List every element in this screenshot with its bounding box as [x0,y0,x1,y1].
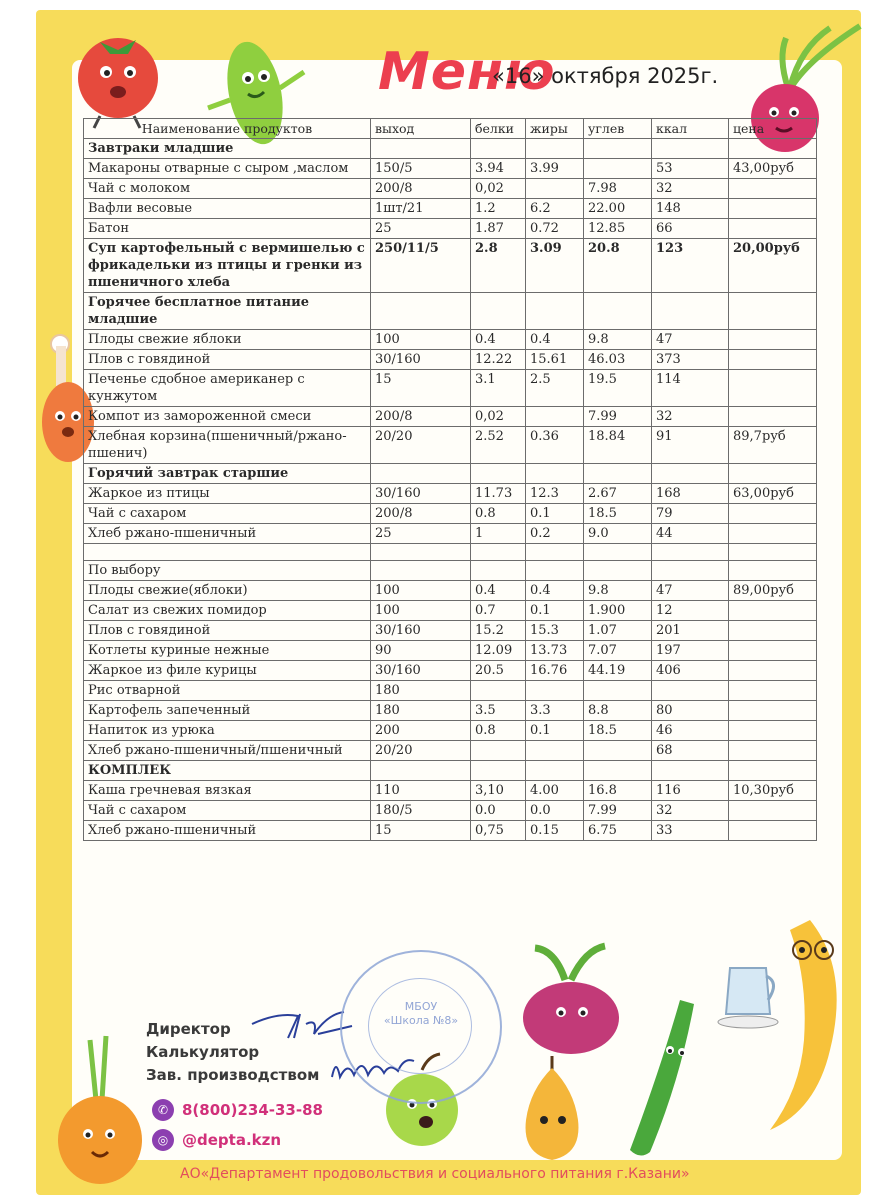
table-cell: 0.4 [471,581,526,601]
table-cell: 90 [371,641,471,661]
table-cell: 100 [371,330,471,350]
table-cell [526,407,584,427]
table-row [84,821,817,841]
table-row [84,581,817,601]
table-cell [584,681,652,701]
table-cell: 0.7 [471,601,526,621]
table-cell: 47 [652,581,729,601]
table-cell [729,330,817,350]
table-cell: 0.72 [526,219,584,239]
dish-name: Макароны отварные с сыром ,маслом [84,159,371,179]
table-cell: 22.00 [584,199,652,219]
table-cell: 15.61 [526,350,584,370]
dish-name: Чай с молоком [84,179,371,199]
table-row [84,504,817,524]
table-cell [471,544,526,561]
table-cell: 250/11/5 [371,239,471,293]
dish-name: Котлеты куриные нежные [84,641,371,661]
table-cell [652,544,729,561]
dish-name: Хлеб ржано-пшеничный [84,821,371,841]
table-cell [729,504,817,524]
director-label: Директор [146,1020,231,1038]
dish-name: Плоды свежие яблоки [84,330,371,350]
table-cell: 13.73 [526,641,584,661]
table-cell: 43,00руб [729,159,817,179]
table-cell: 32 [652,801,729,821]
table-cell: 18.84 [584,427,652,464]
table-cell: 3.09 [526,239,584,293]
table-cell: 2.8 [471,239,526,293]
table-cell: 15.3 [526,621,584,641]
table-cell: 1.07 [584,621,652,641]
table-cell: 0.0 [471,801,526,821]
stamp-line-2: «Школа №8» [383,1014,459,1027]
table-row [84,239,817,293]
table-cell [584,544,652,561]
table-cell [729,661,817,681]
table-cell: 2.5 [526,370,584,407]
table-cell [729,561,817,581]
table-cell: 116 [652,781,729,801]
stamp-text [342,1000,500,1028]
table-cell: 3,10 [471,781,526,801]
table-cell [526,464,584,484]
table-cell [526,741,584,761]
table-cell [526,544,584,561]
table-row [84,524,817,544]
organization-name: АО«Департамент продовольствия и социального питания г.Казани» [180,1166,690,1182]
dish-name: Плов с говядиной [84,621,371,641]
table-cell: 200/8 [371,504,471,524]
table-cell: 0.36 [526,427,584,464]
table-cell [471,761,526,781]
table-row [84,801,817,821]
table-cell: 3.94 [471,159,526,179]
dish-name: Суп картофельный с вермишелью с фрикадельки из птицы и гренки из пшеничного хлеба [84,239,371,293]
section-title: Горячий завтрак старшие [84,464,371,484]
table-cell: 1шт/21 [371,199,471,219]
instagram-icon: ◎ [152,1129,174,1151]
menu-date: «16» октября 2025г. [492,64,719,88]
table-cell [371,139,471,159]
table-row [84,681,817,701]
table-cell [729,821,817,841]
table-cell: 0,75 [471,821,526,841]
table-cell: 2.52 [471,427,526,464]
table-cell: 3.3 [526,701,584,721]
table-cell: 91 [652,427,729,464]
table-cell: 0.4 [471,330,526,350]
table-cell [584,761,652,781]
table-cell [526,293,584,330]
col-header-price: цена [729,119,817,139]
table-cell [729,761,817,781]
table-cell: 200/8 [371,179,471,199]
table-cell [729,407,817,427]
table-cell [729,199,817,219]
table-cell: 9.8 [584,330,652,350]
table-cell: 7.98 [584,179,652,199]
table-cell [729,741,817,761]
table-row [84,601,817,621]
tomato-icon [70,20,170,130]
table-cell: 1 [471,524,526,544]
table-cell: 80 [652,701,729,721]
table-cell: 33 [652,821,729,841]
table-cell: 123 [652,239,729,293]
table-cell [371,293,471,330]
table-cell: 0.8 [471,721,526,741]
table-cell: 18.5 [584,504,652,524]
table-cell: 100 [371,601,471,621]
col-header-output: выход [371,119,471,139]
table-cell: 3.5 [471,701,526,721]
table-cell [652,293,729,330]
table-cell: 68 [652,741,729,761]
table-cell: 11.73 [471,484,526,504]
table-cell [729,219,817,239]
table-cell: 0.4 [526,330,584,350]
table-cell: 25 [371,524,471,544]
table-cell [371,761,471,781]
phone-icon: ✆ [152,1099,174,1121]
table-cell: 47 [652,330,729,350]
table-cell: 7.99 [584,407,652,427]
onion-icon [50,1030,150,1190]
table-cell: 20.8 [584,239,652,293]
table-cell [471,293,526,330]
table-cell [471,139,526,159]
table-cell: 3.99 [526,159,584,179]
dish-name: Компот из замороженной смеси [84,407,371,427]
table-cell: 12.85 [584,219,652,239]
table-cell: 0.1 [526,504,584,524]
table-cell: 30/160 [371,484,471,504]
dish-name: Рис отварной [84,681,371,701]
table-cell: 79 [652,504,729,524]
table-row [84,741,817,761]
table-cell [526,761,584,781]
table-cell: 7.99 [584,801,652,821]
table-cell [84,544,371,561]
table-cell: 168 [652,484,729,504]
menu-title: Меню [378,42,556,102]
table-cell [584,159,652,179]
table-cell: 12.3 [526,484,584,504]
table-cell [652,761,729,781]
instagram-contact[interactable] [152,1129,281,1151]
footer-signatures [146,1018,319,1087]
table-cell: 148 [652,199,729,219]
section-title: По выбору [84,561,371,581]
dish-name: Каша гречневая вязкая [84,781,371,801]
dish-name: Жаркое из филе курицы [84,661,371,681]
table-cell: 201 [652,621,729,641]
dish-name: Чай с сахаром [84,504,371,524]
dish-name: Салат из свежих помидор [84,601,371,621]
table-row [84,484,817,504]
calculator-label: Калькулятор [146,1043,260,1061]
table-cell: 19.5 [584,370,652,407]
table-cell: 1.900 [584,601,652,621]
dish-name: Плоды свежие(яблоки) [84,581,371,601]
table-cell: 32 [652,407,729,427]
table-cell: 406 [652,661,729,681]
table-cell: 53 [652,159,729,179]
table-cell: 6.75 [584,821,652,841]
table-cell: 4.00 [526,781,584,801]
table-row [84,179,817,199]
table-cell: 197 [652,641,729,661]
phone-contact[interactable] [152,1099,323,1121]
table-cell [471,681,526,701]
table-cell: 20.5 [471,661,526,681]
section-title: Горячее бесплатное питание младшие [84,293,371,330]
table-cell: 3.1 [471,370,526,407]
table-cell: 46.03 [584,350,652,370]
table-cell [526,179,584,199]
table-row [84,407,817,427]
dish-name: Плов с говядиной [84,350,371,370]
table-cell: 180 [371,701,471,721]
table-cell: 200/8 [371,407,471,427]
table-cell [584,139,652,159]
section-row [84,464,817,484]
table-cell: 7.07 [584,641,652,661]
table-cell: 0.0 [526,801,584,821]
table-cell [371,464,471,484]
table-cell: 0.2 [526,524,584,544]
table-cell [471,464,526,484]
table-cell: 100 [371,581,471,601]
table-cell [729,524,817,544]
table-cell [584,741,652,761]
table-row [84,781,817,801]
table-cell [471,741,526,761]
table-header-row [84,119,817,139]
col-header-name: Наименование продуктов [84,119,371,139]
table-cell: 16.8 [584,781,652,801]
table-cell: 373 [652,350,729,370]
menu-table [83,118,817,841]
dish-name: Печенье сдобное американер с кунжутом [84,370,371,407]
table-cell [729,179,817,199]
table-cell: 0,02 [471,407,526,427]
table-row [84,661,817,681]
table-cell: 0.4 [526,581,584,601]
col-header-protein: белки [471,119,526,139]
table-cell: 15.2 [471,621,526,641]
school-stamp [340,950,502,1104]
dish-name: Хлеб ржано-пшеничный/пшеничный [84,741,371,761]
section-row [84,761,817,781]
table-cell [729,681,817,701]
table-row [84,350,817,370]
table-cell [729,544,817,561]
section-title: КОМПЛЕК [84,761,371,781]
table-row [84,721,817,741]
table-cell [729,801,817,821]
table-cell: 89,7руб [729,427,817,464]
table-cell [729,293,817,330]
table-cell: 16.76 [526,661,584,681]
table-cell: 0.1 [526,601,584,621]
table-cell: 200 [371,721,471,741]
table-row [84,641,817,661]
dish-name: Батон [84,219,371,239]
table-cell: 12.09 [471,641,526,661]
section-title: Завтраки младшие [84,139,371,159]
stamp-line-1: МБОУ [404,1000,438,1013]
col-header-carbs: углев [584,119,652,139]
table-cell: 1.87 [471,219,526,239]
table-cell: 110 [371,781,471,801]
section-row [84,293,817,330]
table-cell [729,139,817,159]
table-cell [729,721,817,741]
pea-pod-icon [600,990,720,1170]
dish-name: Хлеб ржано-пшеничный [84,524,371,544]
col-header-fat: жиры [526,119,584,139]
table-cell [729,370,817,407]
table-cell: 12.22 [471,350,526,370]
table-cell: 2.67 [584,484,652,504]
table-cell: 32 [652,179,729,199]
table-cell: 9.0 [584,524,652,544]
table-row [84,219,817,239]
table-cell: 30/160 [371,661,471,681]
table-cell [471,561,526,581]
pear-icon [500,1050,600,1170]
section-row [84,139,817,159]
table-cell [729,641,817,661]
table-cell: 9.8 [584,581,652,601]
table-cell: 180/5 [371,801,471,821]
table-row [84,330,817,350]
table-cell: 66 [652,219,729,239]
table-cell: 0.15 [526,821,584,841]
table-cell: 18.5 [584,721,652,741]
section-row [84,561,817,581]
table-cell [652,561,729,581]
table-cell: 8.8 [584,701,652,721]
table-cell: 0,02 [471,179,526,199]
table-cell: 180 [371,681,471,701]
dish-name: Чай с сахаром [84,801,371,821]
table-cell [652,139,729,159]
table-cell [371,544,471,561]
table-cell [371,561,471,581]
table-cell: 1.2 [471,199,526,219]
table-row [84,621,817,641]
table-cell [584,293,652,330]
table-cell: 46 [652,721,729,741]
table-row [84,427,817,464]
table-cell: 25 [371,219,471,239]
table-cell: 0.1 [526,721,584,741]
blank-row [84,544,817,561]
dish-name: Хлебная корзина(пшеничный/ржано-пшенич) [84,427,371,464]
table-row [84,701,817,721]
table-cell [729,621,817,641]
table-cell: 44 [652,524,729,544]
table-cell [584,561,652,581]
production-label: Зав. производством [146,1066,320,1084]
table-cell: 10,30руб [729,781,817,801]
table-row [84,199,817,219]
jug-icon [716,958,786,1038]
table-cell: 15 [371,821,471,841]
table-cell [729,701,817,721]
table-cell: 30/160 [371,621,471,641]
table-cell [526,681,584,701]
table-cell [652,464,729,484]
table-cell: 12 [652,601,729,621]
table-cell: 44.19 [584,661,652,681]
table-cell: 114 [652,370,729,407]
table-cell: 20/20 [371,741,471,761]
table-cell: 6.2 [526,199,584,219]
table-cell [729,350,817,370]
table-cell: 30/160 [371,350,471,370]
dish-name: Вафли весовые [84,199,371,219]
dish-name: Жаркое из птицы [84,484,371,504]
table-cell: 20/20 [371,427,471,464]
table-cell: 0.8 [471,504,526,524]
col-header-kcal: ккал [652,119,729,139]
dish-name: Напиток из урюка [84,721,371,741]
table-cell: 89,00руб [729,581,817,601]
table-row [84,370,817,407]
table-cell [584,464,652,484]
table-cell: 150/5 [371,159,471,179]
table-cell [526,139,584,159]
dish-name: Картофель запеченный [84,701,371,721]
instagram-handle: @depta.kzn [182,1131,282,1149]
menu-table-body [84,139,817,841]
table-cell [729,464,817,484]
table-cell [526,561,584,581]
table-cell: 20,00руб [729,239,817,293]
table-cell: 63,00руб [729,484,817,504]
table-cell [652,681,729,701]
table-row [84,159,817,179]
table-cell [729,601,817,621]
phone-number: 8(800)234-33-88 [182,1101,323,1119]
table-cell: 15 [371,370,471,407]
